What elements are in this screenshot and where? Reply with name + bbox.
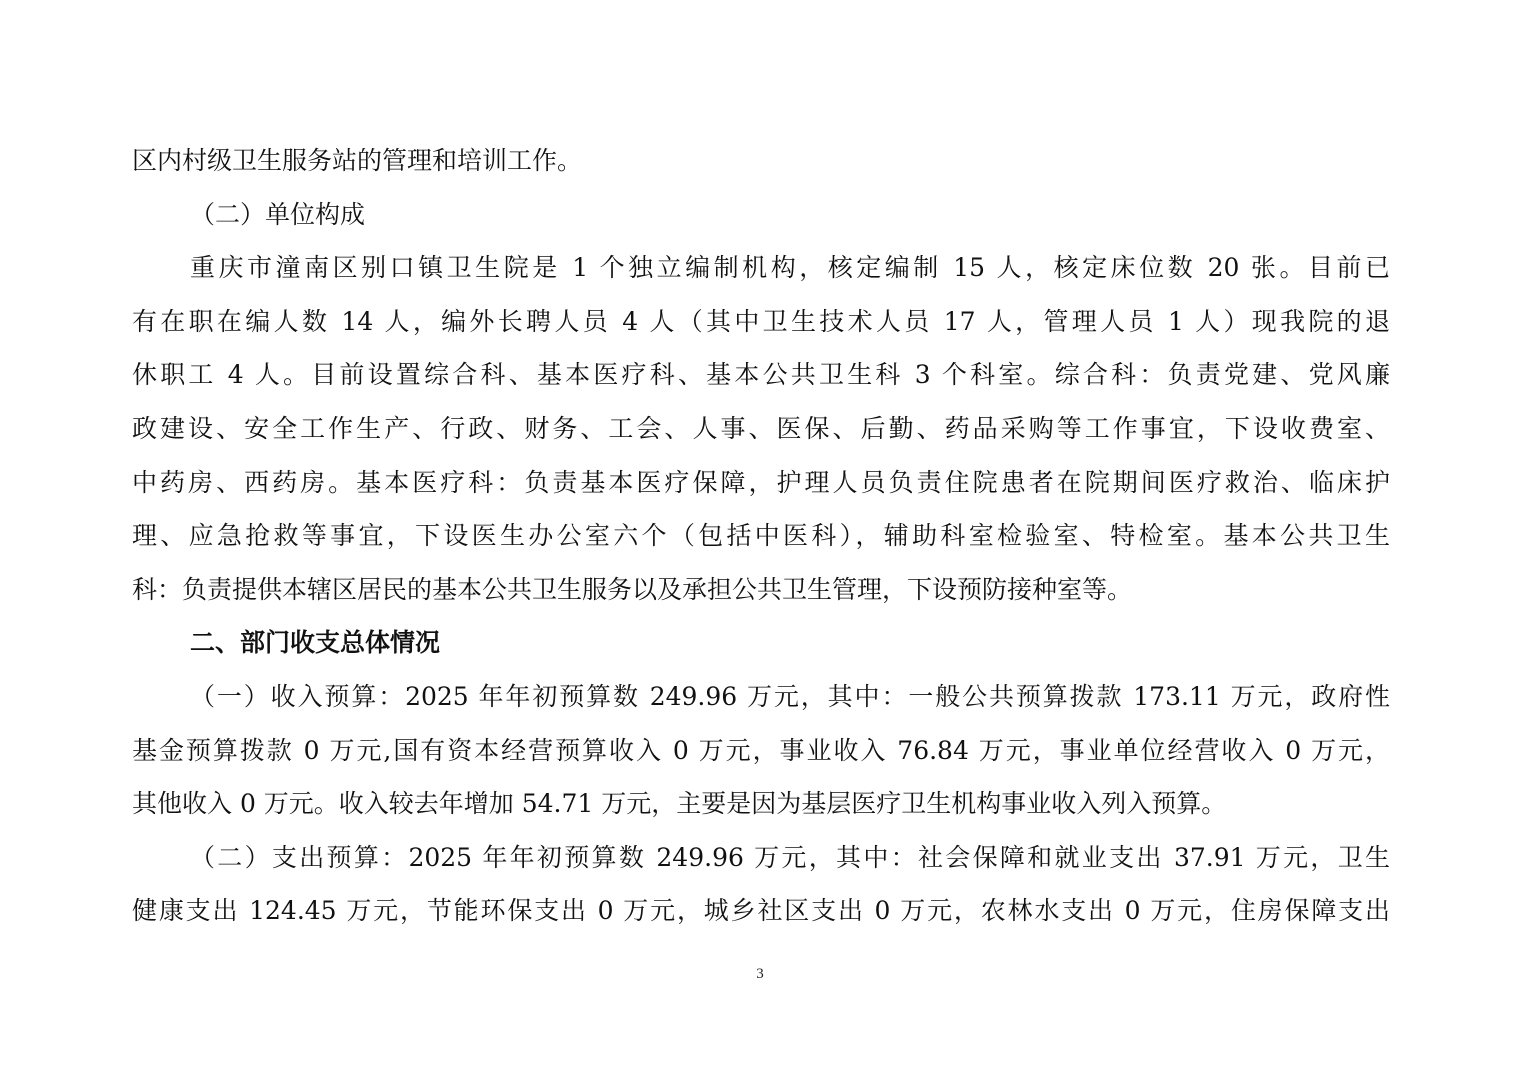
section-subheading: （二）单位构成 xyxy=(190,199,366,229)
paragraph-line: 中药房、西药房。基本医疗科：负责基本医疗保障，护理人员负责住院患者在院期间医疗救治、临床护 xyxy=(132,467,1390,497)
paragraph-line: 其他收入 0 万元。收入较去年增加 54.71 万元，主要是因为基层医疗卫生机构事业收入列入预算。 xyxy=(132,789,1227,819)
paragraph-line: 基金预算拨款 0 万元,国有资本经营预算收入 0 万元，事业收入 76.84 万元，事业单位经营收入 0 万元， xyxy=(132,735,1390,765)
paragraph-line: 休职工 4 人。目前设置综合科、基本医疗科、基本公共卫生科 3 个科室。综合科：负责党建、党风廉 xyxy=(132,360,1390,390)
paragraph-line: 健康支出 124.45 万元，节能环保支出 0 万元，城乡社区支出 0 万元，农林水支出 0 万元，住房保障支出 xyxy=(132,896,1390,926)
paragraph-line: 重庆市潼南区别口镇卫生院是 1 个独立编制机构，核定编制 15 人，核定床位数 20 张。目前已 xyxy=(190,253,1390,283)
paragraph-line: （一）收入预算：2025 年年初预算数 249.96 万元，其中：一般公共预算拨款 173.11 万元，政府性 xyxy=(190,681,1390,711)
paragraph-line: 理、应急抢救等事宜，下设医生办公室六个（包括中医科），辅助科室检验室、特检室。基本公共卫生 xyxy=(132,521,1390,551)
paragraph-line: 政建设、安全工作生产、行政、财务、工会、人事、医保、后勤、药品采购等工作事宜，下设收费室、 xyxy=(132,413,1390,443)
section-heading: 二、部门收支总体情况 xyxy=(190,628,441,658)
page-number: 3 xyxy=(756,966,764,982)
page-body xyxy=(132,134,1390,938)
paragraph-line: （二）支出预算：2025 年年初预算数 249.96 万元，其中：社会保障和就业支出 37.91 万元，卫生 xyxy=(190,842,1390,872)
paragraph-line: 科：负责提供本辖区居民的基本公共卫生服务以及承担公共卫生管理，下设预防接种室等。 xyxy=(132,574,1133,604)
paragraph-line: 有在职在编人数 14 人，编外长聘人员 4 人（其中卫生技术人员 17 人，管理人员 1 人）现我院的退 xyxy=(132,306,1390,336)
paragraph-line: 区内村级卫生服务站的管理和培训工作。 xyxy=(132,146,583,175)
